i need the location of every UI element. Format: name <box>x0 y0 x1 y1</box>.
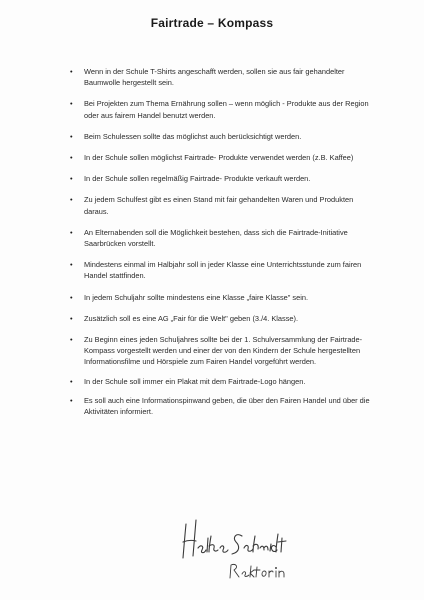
bullet-icon: • <box>70 153 73 163</box>
list-item <box>70 376 370 387</box>
bullet-icon: • <box>70 260 73 270</box>
list-item-text: Bei Projekten zum Thema Ernährung sollen – wenn möglich - Produkte aus der Region oder aus fairem Handel benutzt werden. <box>84 99 369 120</box>
list-item-text: In der Schule sollen regelmäßig Fairtrade- Produkte verkauft werden. <box>84 174 311 184</box>
bullet-icon: • <box>70 99 73 109</box>
list-item-text: Zusätzlich soll es eine AG „Fair für die Welt" geben (3./4. Klasse). <box>84 313 299 323</box>
bullet-icon: • <box>70 131 73 141</box>
list-item <box>70 292 370 303</box>
bullet-icon: • <box>70 67 73 76</box>
bullet-icon: • <box>70 335 73 345</box>
role-handwriting <box>226 560 296 582</box>
list-item <box>70 152 370 163</box>
bullet-icon: • <box>70 376 73 386</box>
list-item <box>70 313 370 324</box>
bullet-icon: • <box>70 227 73 237</box>
bullet-icon: • <box>70 292 73 302</box>
list-item-text: In der Schule sollen möglichst Fairtrade- Produkte verwendet werden (z.B. Kaffee) <box>84 153 354 163</box>
list-item-text: Zu Beginn eines jeden Schuljahres sollte bei der 1. Schulversammlung der Fairtrade-Kompass vorgestellt werden und einer der von den Kindern der Schule hergestellten Informationsfilme und Hörspiele zum Fairen Handel vorgeführt werden. <box>84 335 363 367</box>
list-item-text: Es soll auch eine Informationspinwand geben, die über den Fairen Handel und über die Aktivitäten informiert. <box>84 395 370 417</box>
list-item-text: In der Schule soll immer ein Plakat mit dem Fairtrade-Logo hängen. <box>84 376 306 386</box>
bullet-icon: • <box>70 313 73 323</box>
list-item <box>70 194 370 216</box>
bullet-icon: • <box>70 174 73 184</box>
bullet-icon: • <box>70 195 73 205</box>
list-item <box>70 395 370 417</box>
list-item <box>70 98 370 120</box>
list-item-text: Zu jedem Schulfest gibt es einen Stand mit fair gehandelten Waren und Produkten daraus. <box>84 195 354 216</box>
list-item <box>70 227 370 249</box>
document-title: Fairtrade – Kompass <box>150 16 274 30</box>
list-item-text: An Elternabenden soll die Möglichkeit bestehen, dass sich die Fairtrade-Initiative Saarbrücken vorstellt. <box>84 227 348 249</box>
bullet-icon: • <box>70 395 73 405</box>
list-item <box>70 173 370 184</box>
rules-list <box>70 66 370 417</box>
list-item-text: Beim Schulessen sollte das möglichst auch berücksichtigt werden. <box>84 131 302 141</box>
list-item <box>70 334 370 368</box>
list-item-text: Wenn in der Schule T-Shirts angeschafft werden, sollen sie aus fair gehandelter Baumwolle hergestellt sein. <box>84 67 345 88</box>
list-item <box>70 259 370 281</box>
list-item <box>70 131 370 142</box>
list-item-text: In jedem Schuljahr sollte mindestens eine Klasse „faire Klasse" sein. <box>84 292 309 302</box>
list-item <box>70 66 370 88</box>
list-item-text: Mindestens einmal im Halbjahr soll in jeder Klasse eine Unterrichtsstunde zum fairen Handel stattfinden. <box>84 260 362 281</box>
